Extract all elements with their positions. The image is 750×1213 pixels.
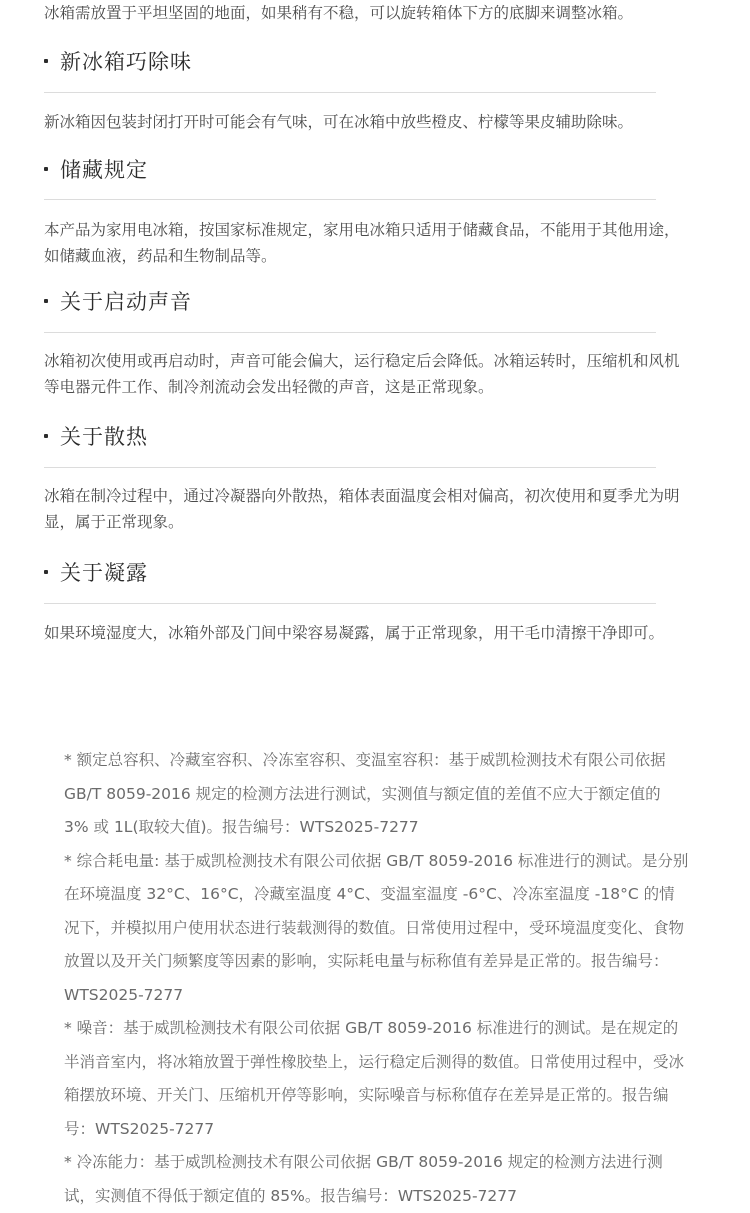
- section-heading-label: 关于散热: [60, 425, 148, 449]
- section-divider: [44, 603, 656, 604]
- intro-text: 冰箱需放置于平坦坚固的地面，如果稍有不稳，可以旋转箱体下方的底脚来调整冰箱。: [44, 4, 634, 22]
- section-body: 冰箱在制冷过程中，通过冷凝器向外散热，箱体表面温度会相对偏高，初次使用和夏季尤为明显，属于正常现象。: [44, 487, 680, 531]
- section-divider: [44, 92, 656, 93]
- section-body: 冰箱初次使用或再启动时，声音可能会偏大，运行稳定后会降低。冰箱运转时，压缩机和风机等电器元件工作、制冷剂流动会发出轻微的声音，这是正常现象。: [44, 352, 680, 396]
- bullet-dot-icon: [44, 299, 48, 303]
- section-heading-storage: [44, 153, 148, 185]
- section-heading-label: 储藏规定: [60, 158, 148, 182]
- section-heading-label: 关于凝露: [60, 561, 148, 585]
- bullet-dot-icon: [44, 434, 48, 438]
- section-divider: [44, 467, 656, 468]
- section-heading-startup-sound: [44, 285, 192, 317]
- section-body: 新冰箱因包装封闭打开时可能会有气味，可在冰箱中放些橙皮、柠檬等果皮辅助除味。: [44, 113, 634, 131]
- section-heading-heat-dissipation: [44, 420, 148, 452]
- footnote-noise: * 噪音：基于威凯检测技术有限公司依据 GB/T 8059-2016 标准进行的测试。是在规定的半消音室内，将冰箱放置于弹性橡胶垫上，运行稳定后测得的数值。日常使用过程中，受冰箱摆放环境、开关门、压缩机开停等影响，实际噪音与标称值存在差异是正常的。报告编号：WTS2025-7277: [64, 1019, 685, 1138]
- section-divider: [44, 332, 656, 333]
- section-body: 本产品为家用电冰箱，按国家标准规定，家用电冰箱只适用于储藏食品，不能用于其他用途，如储藏血液，药品和生物制品等。: [44, 221, 680, 265]
- footnotes: [64, 744, 690, 1213]
- footnote-freezing-capacity: * 冷冻能力：基于威凯检测技术有限公司依据 GB/T 8059-2016 规定的检测方法进行测试，实测值不得低于额定值的 85%。报告编号：WTS2025-7277: [64, 1153, 663, 1205]
- bullet-dot-icon: [44, 570, 48, 574]
- section-heading-condensation: [44, 556, 148, 588]
- section-heading-deodorize: [44, 45, 192, 77]
- bullet-dot-icon: [44, 167, 48, 171]
- section-body: 如果环境湿度大，冰箱外部及门间中梁容易凝露，属于正常现象，用干毛巾清擦干净即可。: [44, 624, 665, 642]
- bullet-dot-icon: [44, 59, 48, 63]
- section-heading-label: 新冰箱巧除味: [60, 50, 192, 74]
- footnote-capacity: * 额定总容积、冷藏室容积、冷冻室容积、变温室容积：基于威凯检测技术有限公司依据 GB/T 8059-2016 规定的检测方法进行测试，实测值与额定值的差值不应大于额定值的 3% 或 1L(取较大值)。报告编号：WTS2025-7277: [64, 751, 666, 836]
- section-heading-label: 关于启动声音: [60, 290, 192, 314]
- footnote-power-consumption: * 综合耗电量: 基于威凯检测技术有限公司依据 GB/T 8059-2016 标准进行的测试。是分别在环境温度 32°C、16°C，冷藏室温度 4°C、变温室温度 -6°C、冷冻室温度 -18°C 的情况下，并模拟用户使用状态进行装载测得的数值。日常使用过程中，受环境温度变化、食物放置以及开关门频繁度等因素的影响，实际耗电量与标称值有差异是正常的。报告编号：WTS2025-7277: [64, 851, 689, 1004]
- section-divider: [44, 199, 656, 200]
